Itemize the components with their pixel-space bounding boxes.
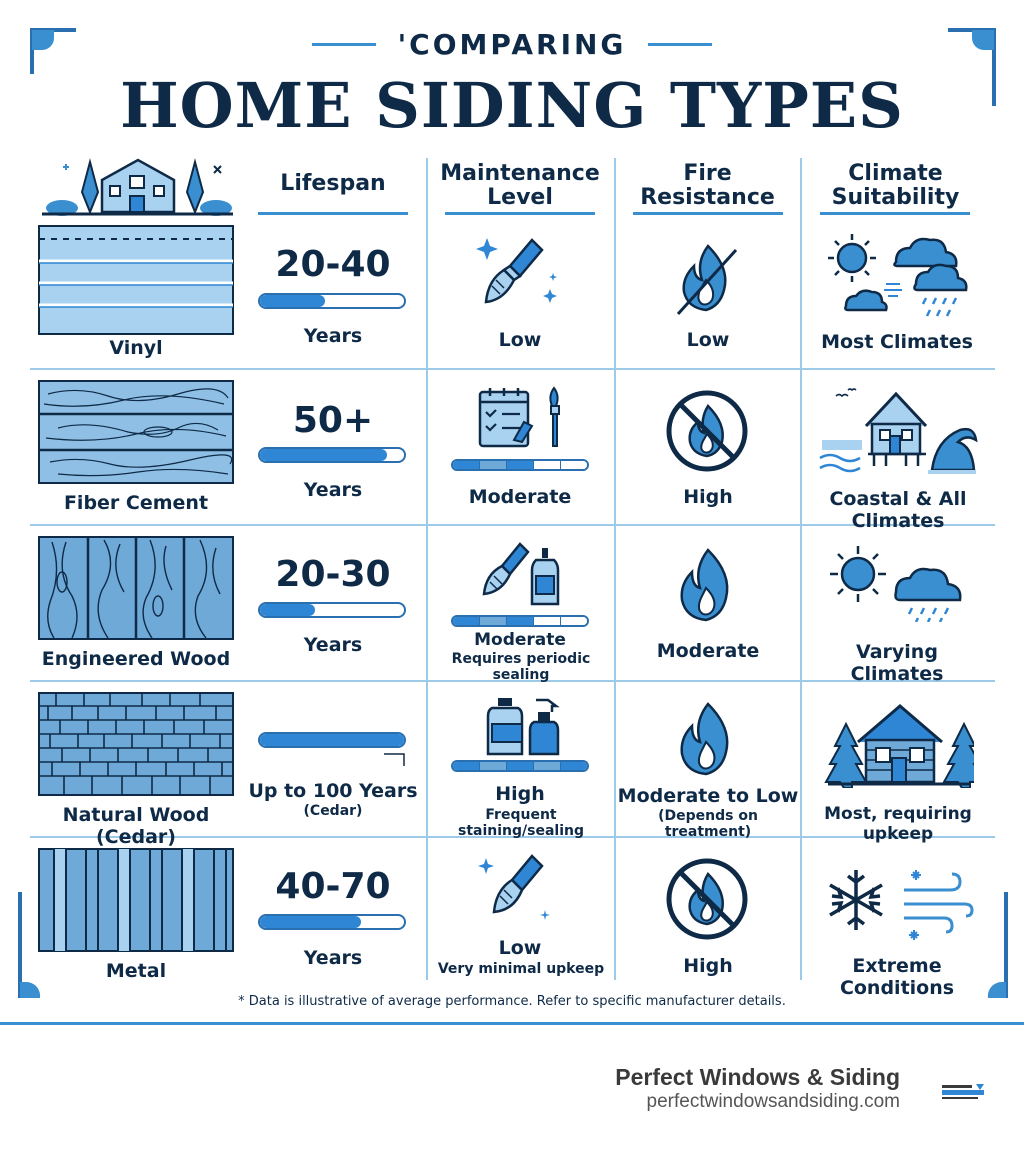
fire-resistance: Moderate xyxy=(656,640,760,662)
climate-suitability: Most, requiring upkeep xyxy=(824,804,972,844)
maintenance-bar-segment xyxy=(561,617,587,625)
lifespan-value: 20-40 xyxy=(275,244,391,285)
maintenance-bar-segment xyxy=(534,461,561,469)
paintbrush-icon xyxy=(474,852,558,928)
footer-divider xyxy=(0,1022,1024,1025)
stain-bottles-icon xyxy=(484,696,562,756)
cedar-shingle-swatch xyxy=(38,692,234,796)
maintenance-level: Moderate xyxy=(474,630,566,650)
lifespan-value: 20-30 xyxy=(275,554,391,595)
lifespan-unit: Years xyxy=(303,634,363,656)
header-underline xyxy=(445,212,595,215)
page-title: HOME SIDING TYPES xyxy=(120,69,904,142)
maintenance-bar-segment xyxy=(507,461,534,469)
flame-icon xyxy=(676,546,738,626)
climate-suitability: Varying Climates xyxy=(850,641,944,685)
fire-resistance: Moderate to Low xyxy=(617,785,799,807)
siding-name: Natural Wood (Cedar) xyxy=(62,804,210,848)
lifespan-bar xyxy=(258,602,406,618)
siding-name: Fiber Cement xyxy=(63,492,209,514)
maintenance-note: Very minimal upkeep xyxy=(437,961,605,977)
brush-sealant-icon xyxy=(474,540,564,608)
maintenance-level: Low xyxy=(498,329,542,351)
maintenance-bar-segment xyxy=(534,617,561,625)
checklist-brush-icon xyxy=(474,384,574,450)
lifespan-unit: Up to 100 Years xyxy=(248,780,418,802)
engineered-wood-siding-swatch xyxy=(38,536,234,640)
siding-name: Metal xyxy=(105,960,167,982)
maintenance-bar-segment xyxy=(480,762,507,770)
maintenance-bar xyxy=(451,760,589,772)
lifespan-bar xyxy=(258,732,406,748)
fire-note: (Depends on treatment) xyxy=(658,808,758,840)
maintenance-bar-segment xyxy=(561,762,587,770)
sun-rain-icon xyxy=(826,542,972,622)
maintenance-bar xyxy=(451,459,589,471)
title-block xyxy=(0,28,1024,142)
subtitle-line-right xyxy=(648,43,712,46)
climate-suitability: Extreme Conditions xyxy=(839,955,955,999)
climate-suitability: Most Climates xyxy=(821,331,973,353)
subtitle: 'COMPARING xyxy=(397,28,627,61)
maintenance-bar-segment xyxy=(453,617,480,625)
header-lifespan: Lifespan xyxy=(280,171,386,196)
maintenance-bar-segment xyxy=(453,762,480,770)
maintenance-bar xyxy=(451,615,589,627)
lifespan-value: 40-70 xyxy=(275,866,391,907)
brand-url[interactable]: perfectwindowsandsiding.com xyxy=(646,1091,900,1112)
brand-name: Perfect Windows & Siding xyxy=(615,1064,900,1090)
lifespan-value: 50+ xyxy=(292,400,374,441)
siding-name: Vinyl xyxy=(109,337,163,359)
maintenance-bar-segment xyxy=(453,461,480,469)
lifespan-bar xyxy=(258,293,406,309)
subtitle-line-left xyxy=(312,43,376,46)
maintenance-bar-segment xyxy=(480,617,507,625)
flame-icon xyxy=(676,700,738,780)
lifespan-unit: Years xyxy=(303,325,363,347)
maintenance-level: High xyxy=(495,783,545,805)
header-underline xyxy=(258,212,408,215)
siding-name: Engineered Wood xyxy=(41,648,231,670)
fire-low-icon xyxy=(672,240,742,318)
column-divider xyxy=(614,158,616,980)
lifespan-bar-fill xyxy=(260,916,361,928)
fire-resistance: Low xyxy=(686,329,730,351)
maintenance-level: Low xyxy=(498,937,542,959)
brand-block xyxy=(615,1064,900,1113)
fiber-cement-siding-swatch xyxy=(38,380,234,484)
cabin-trees-icon xyxy=(824,698,974,788)
maintenance-bar-segment xyxy=(480,461,507,469)
lifespan-bar xyxy=(258,914,406,930)
lifespan-bar-fill xyxy=(260,734,404,746)
brand-logo-icon xyxy=(940,1082,986,1104)
header-climate: Climate Suitability xyxy=(831,161,960,210)
metal-siding-swatch xyxy=(38,848,234,952)
climate-suitability: Coastal & All Climates xyxy=(829,488,967,532)
maintenance-note: Frequent staining/sealing xyxy=(458,807,584,839)
row-divider xyxy=(30,368,995,370)
lifespan-note: (Cedar) xyxy=(303,803,363,819)
maintenance-bar-segment xyxy=(534,762,561,770)
bracket-mark xyxy=(382,752,406,768)
snowflake-wind-icon xyxy=(824,864,974,946)
fire-resistance: High xyxy=(683,486,733,508)
fire-prohibited-icon xyxy=(664,856,750,942)
header-underline xyxy=(820,212,970,215)
header-fire: Fire Resistance xyxy=(640,161,775,210)
footnote: * Data is illustrative of average performance. Refer to specific manufacturer details. xyxy=(238,994,786,1009)
lifespan-bar-fill xyxy=(260,604,315,616)
lifespan-bar-fill xyxy=(260,295,325,307)
vinyl-siding-swatch xyxy=(38,225,234,335)
column-divider xyxy=(800,158,802,980)
sun-cloud-rain-icon xyxy=(826,232,972,322)
maintenance-bar-segment xyxy=(507,617,534,625)
column-divider xyxy=(426,158,428,980)
house-icon xyxy=(40,154,235,216)
lifespan-unit: Years xyxy=(303,479,363,501)
lifespan-bar-fill xyxy=(260,449,387,461)
maintenance-bar-segment xyxy=(507,762,534,770)
header-underline xyxy=(633,212,783,215)
lifespan-bar xyxy=(258,447,406,463)
paintbrush-icon xyxy=(470,232,565,317)
coastal-house-icon xyxy=(818,386,978,476)
fire-prohibited-icon xyxy=(664,388,750,474)
maintenance-level: Moderate xyxy=(468,486,572,508)
maintenance-note: Requires periodic sealing xyxy=(451,651,591,683)
fire-resistance: High xyxy=(683,955,733,977)
header-maintenance: Maintenance Level xyxy=(440,161,600,210)
lifespan-unit: Years xyxy=(303,947,363,969)
maintenance-bar-segment xyxy=(561,461,587,469)
